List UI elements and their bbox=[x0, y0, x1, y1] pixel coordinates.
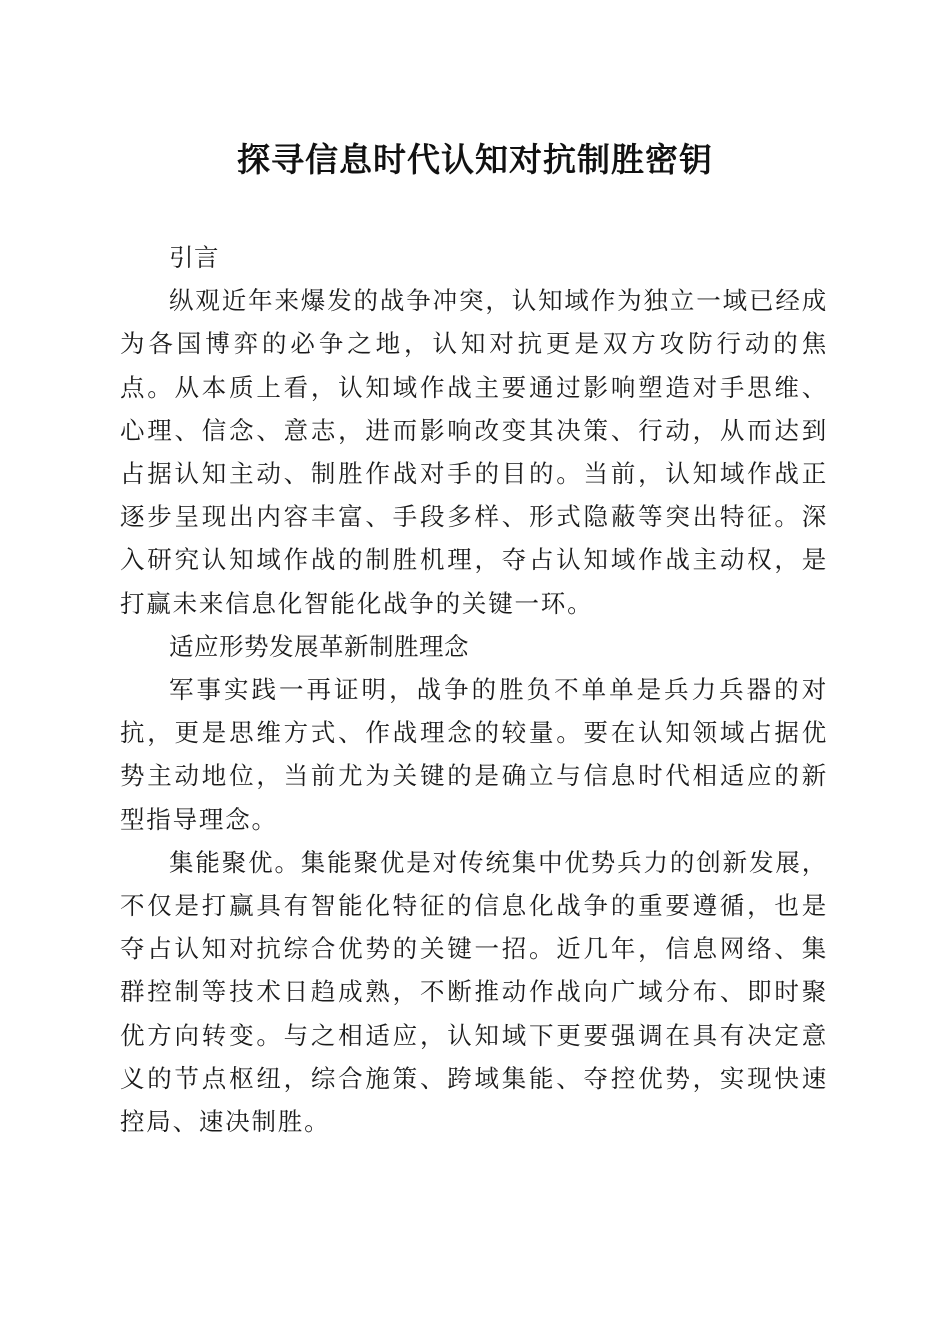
document-body bbox=[120, 236, 828, 1143]
body-paragraph: 纵观近年来爆发的战争冲突，认知域作为独立一域已经成为各国博弈的必争之地，认知对抗更是双方攻防行动的焦点。从本质上看，认知域作战主要通过影响塑造对手思维、心理、信念、意志，进而影响改变其决策、行动，从而达到占据认知主动、制胜作战对手的目的。当前，认知域作战正逐步呈现出内容丰富、手段多样、形式隐蔽等突出特征。深入研究认知域作战的制胜机理，夺占认知域作战主动权，是打赢未来信息化智能化战争的关键一环。 bbox=[120, 286, 828, 618]
document-title: 探寻信息时代认知对抗制胜密钥 bbox=[237, 140, 713, 179]
section-heading: 适应形势发展革新制胜理念 bbox=[169, 631, 469, 661]
section-heading: 引言 bbox=[169, 243, 219, 272]
body-paragraph: 集能聚优。集能聚优是对传统集中优势兵力的创新发展，不仅是打赢具有智能化特征的信息化战争的重要遵循，也是夺占认知对抗综合优势的关键一招。近几年，信息网络、集群控制等技术日趋成熟，不断推动作战向广域分布、即时聚优方向转变。与之相适应，认知域下更要强调在具有决定意义的节点枢纽，综合施策、跨域集能、夺控优势，实现快速控局、速决制胜。 bbox=[120, 847, 828, 1137]
body-paragraph: 军事实践一再证明，战争的胜负不单单是兵力兵器的对抗，更是思维方式、作战理念的较量。要在认知领域占据优势主动地位，当前尤为关键的是确立与信息时代相适应的新型指导理念。 bbox=[120, 675, 828, 834]
